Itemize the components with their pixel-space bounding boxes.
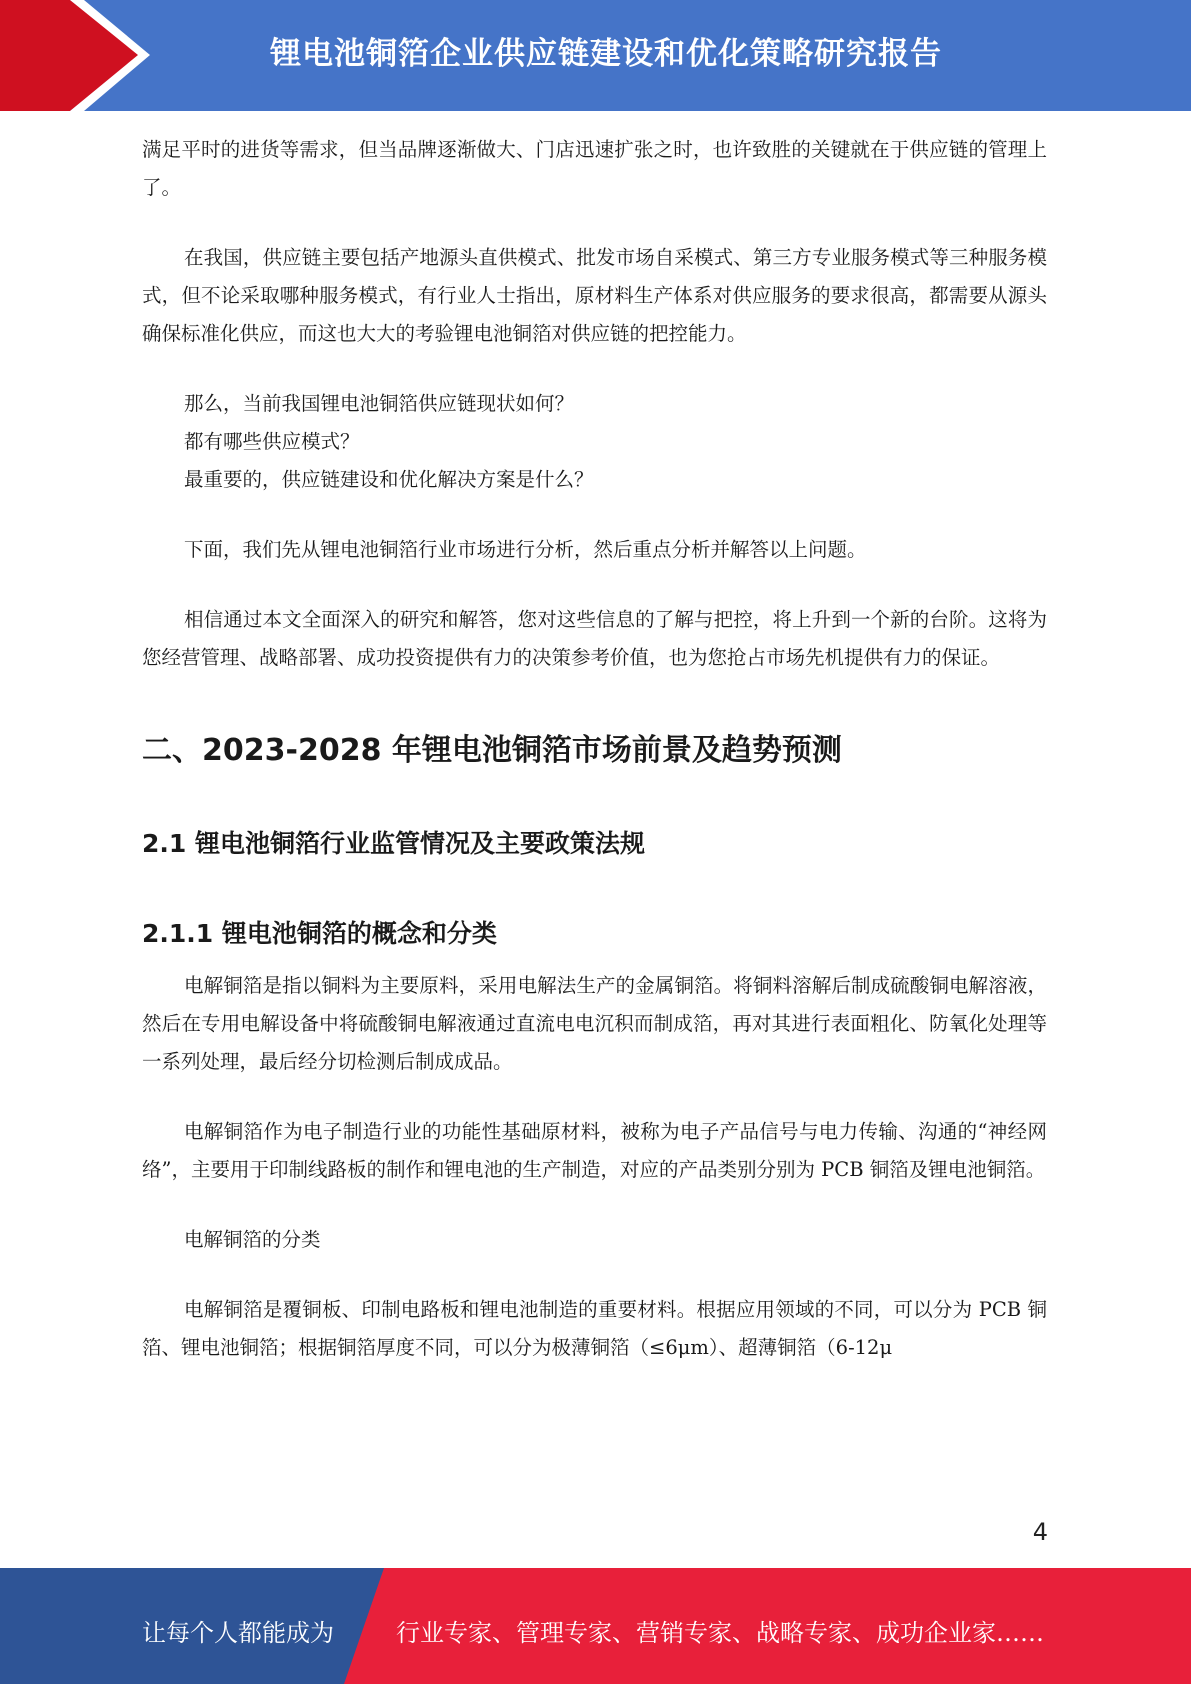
- page-footer: [0, 1568, 1191, 1684]
- footer-slogan-right: 行业专家、管理专家、营销专家、战略专家、成功企业家……: [396, 1619, 1044, 1647]
- paragraph: 电解铜箔是指以铜料为主要原料，采用电解法生产的金属铜箔。将铜料溶解后制成硫酸铜电解溶液，然后在专用电解设备中将硫酸铜电解液通过直流电电沉积而制成箔，再对其进行表面粗化、防氧化处理等一系列处理，最后经分切检测后制成成品。: [142, 974, 1047, 1073]
- section-heading: 二、2023-2028 年锂电池铜箔市场前景及趋势预测: [142, 733, 842, 768]
- subsection-heading: 2.1 锂电池铜箔行业监管情况及主要政策法规: [142, 829, 645, 858]
- paragraph: 相信通过本文全面深入的研究和解答，您对这些信息的了解与把控，将上升到一个新的台阶。这将为您经营管理、战略部署、成功投资提供有力的决策参考价值，也为您抢占市场先机提供有力的保证。: [142, 608, 1047, 669]
- page-number: 4: [1032, 1518, 1048, 1546]
- question-line: 最重要的，供应链建设和优化解决方案是什么？: [184, 468, 594, 491]
- paragraph: 电解铜箔作为电子制造行业的功能性基础原材料，被称为电子产品信号与电力传输、沟通的“神经网络”，主要用于印制线路板的制作和锂电池的生产制造，对应的产品类别分别为 PCB 铜箔及锂电池铜箔。: [142, 1120, 1047, 1181]
- paragraph: 电解铜箔是覆铜板、印制电路板和锂电池制造的重要材料。根据应用领域的不同，可以分为 PCB 铜箔、锂电池铜箔；根据铜箔厚度不同，可以分为极薄铜箔（≤6μm）、超薄铜箔（6-12μ: [142, 1298, 1047, 1359]
- header-title: 锂电池铜箔企业供应链建设和优化策略研究报告: [270, 36, 942, 72]
- question-line: 都有哪些供应模式？: [184, 430, 360, 453]
- subsubsection-heading: 2.1.1 锂电池铜箔的概念和分类: [142, 919, 497, 948]
- document-body: [142, 131, 1047, 1367]
- paragraph: 下面，我们先从锂电池铜箔行业市场进行分析，然后重点分析并解答以上问题。: [184, 538, 867, 561]
- paragraph: 满足平时的进货等需求，但当品牌逐渐做大、门店迅速扩张之时，也许致胜的关键就在于供应链的管理上了。: [142, 138, 1047, 199]
- footer-slogan-left: 让每个人都能成为: [142, 1619, 334, 1647]
- paragraph-label: 电解铜箔的分类: [184, 1228, 321, 1251]
- question-line: 那么，当前我国锂电池铜箔供应链现状如何？: [184, 392, 575, 415]
- paragraph: 在我国，供应链主要包括产地源头直供模式、批发市场自采模式、第三方专业服务模式等三种服务模式，但不论采取哪种服务模式，有行业人士指出，原材料生产体系对供应服务的要求很高，都需要从源头确保标准化供应，而这也大大的考验锂电池铜箔对供应链的把控能力。: [142, 246, 1047, 345]
- page-header: [0, 0, 1191, 111]
